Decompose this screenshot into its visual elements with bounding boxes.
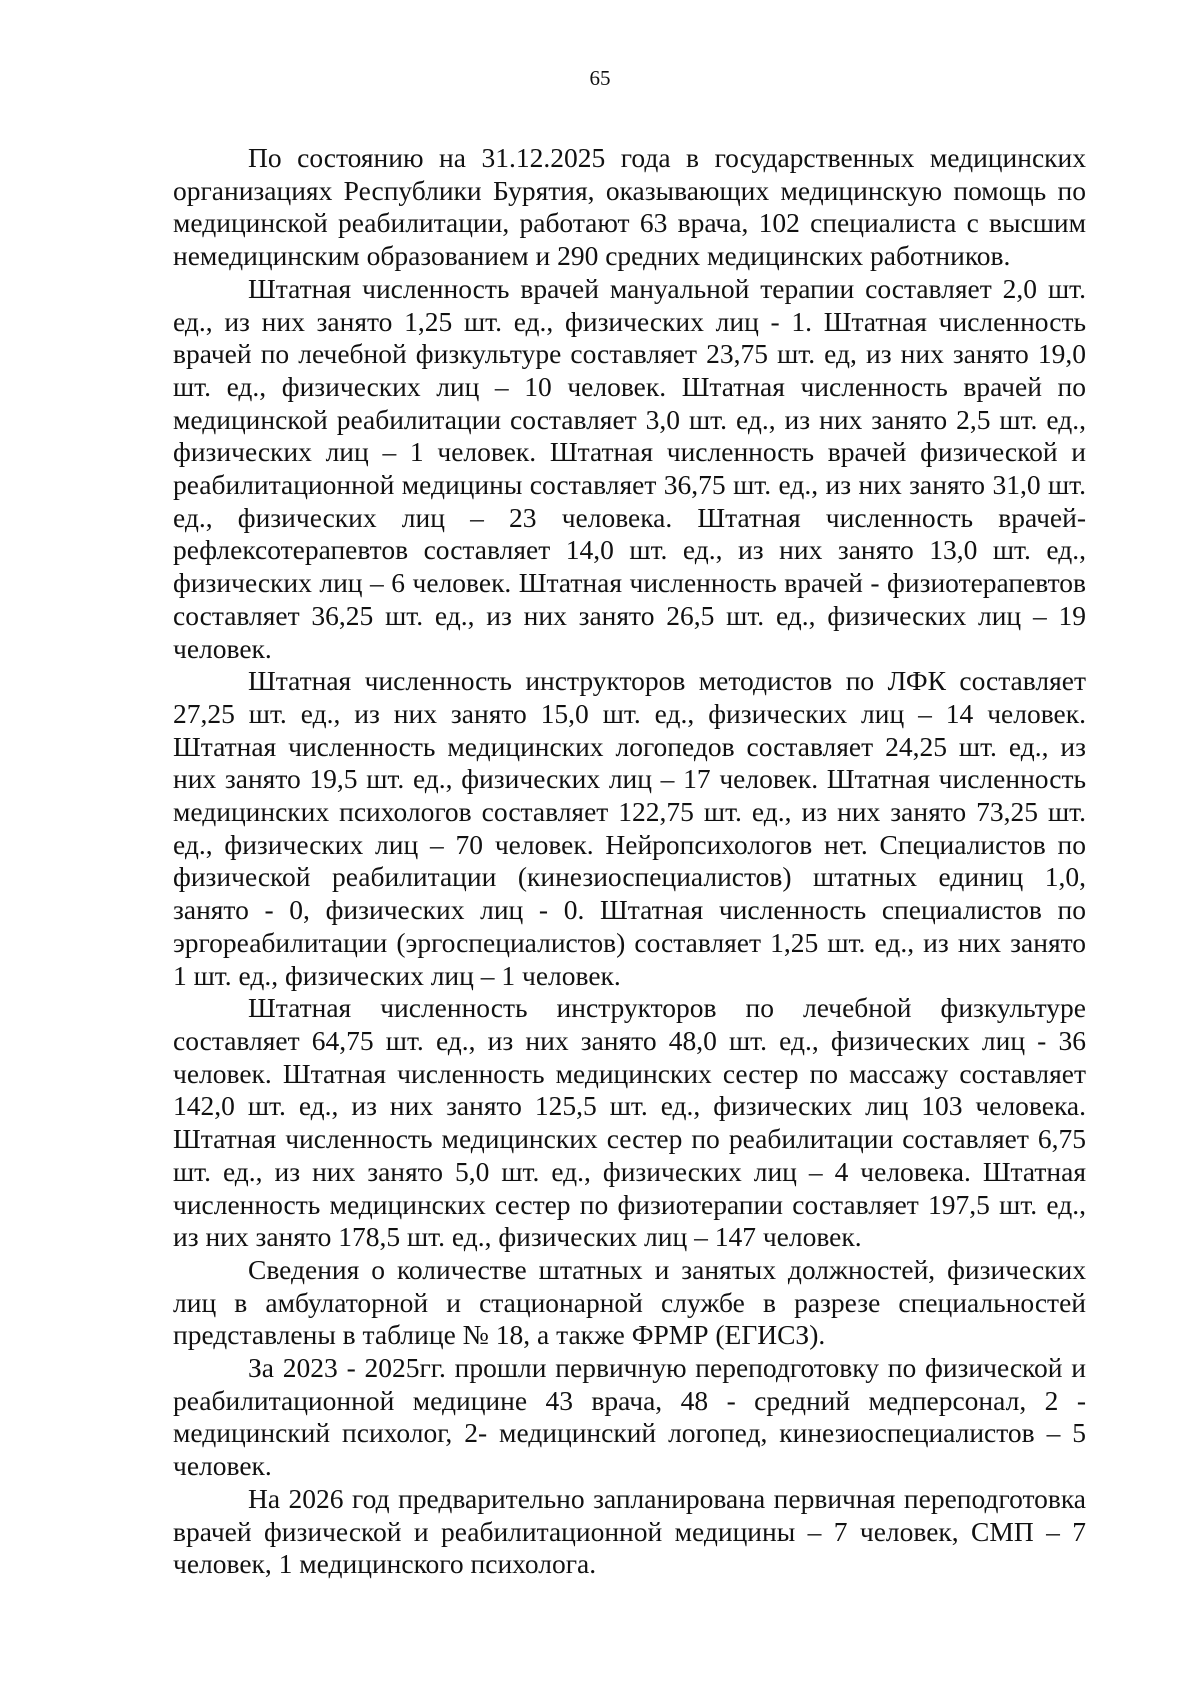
paragraph-nurses-staffing: Штатная численность инструкторов по лечебной физкультуре составляет 64,75 шт. ед., из них занято 48,0 шт. ед., физических лиц - 36 человек. Штатная численность медицинских сестер по массажу составляет 142,0 шт. ед., из них занято 125,5 шт. ед., физических лиц 103 человека. Штатная численность медицинских сестер по реабилитации составляет 6,75 шт. ед., из них занято 5,0 шт. ед., физических лиц – 4 человека. Штатная численность медицинских сестер по физиотерапии составляет 197,5 шт. ед., из них занято 178,5 шт. ед., физических лиц – 147 человек.	[173, 992, 1086, 1253]
paragraph-retraining-completed: За 2023 - 2025гг. прошли первичную переподготовку по физической и реабилитационной медицине 43 врача, 48 - средний медперсонал, 2 - медицинский психолог, 2- медицинский логопед, кинезиоспециалистов – 5 человек.	[173, 1352, 1086, 1482]
paragraph-staff-summary: По состоянию на 31.12.2025 года в государственных медицинских организациях Республики Бурятия, оказывающих медицинскую помощь по медицинской реабилитации, работают 63 врача, 102 специалиста с высшим немедицинским образованием и 290 средних медицинских работников.	[173, 142, 1086, 272]
paragraph-retraining-planned: На 2026 год предварительно запланирована первичная переподготовка врачей физической и реабилитационной медицины – 7 человек, СМП – 7 человек, 1 медицинского психолога.	[173, 1482, 1086, 1580]
page-number: 65	[589, 66, 611, 90]
paragraph-physicians-staffing: Штатная численность врачей мануальной терапии составляет 2,0 шт. ед., из них занято 1,25 шт. ед., физических лиц - 1. Штатная численность врачей по лечебной физкультуре составляет 23,75 шт. ед, из них занято 19,0 шт. ед., физических лиц – 10 человек. Штатная численность врачей по медицинской реабилитации составляет 3,0 шт. ед., из них занято 2,5 шт. ед., физических лиц – 1 человек. Штатная численность врачей физической и реабилитационной медицины составляет 36,75 шт. ед., из них занято 31,0 шт. ед., физических лиц – 23 человека. Штатная численность врачей-рефлексотерапевтов составляет 14,0 шт. ед., из них занято 13,0 шт. ед., физических лиц – 6 человек. Штатная численность врачей - физиотерапевтов составляет 36,25 шт. ед., из них занято 26,5 шт. ед., физических лиц – 19 человек.	[173, 272, 1086, 664]
body-text	[173, 142, 1086, 1581]
paragraph-specialists-staffing: Штатная численность инструкторов методистов по ЛФК составляет 27,25 шт. ед., из них занято 15,0 шт. ед., физических лиц – 14 человек. Штатная численность медицинских логопедов составляет 24,25 шт. ед., из них занято 19,5 шт. ед., физических лиц – 17 человек. Штатная численность медицинских психологов составляет 122,75 шт. ед., из них занято 73,25 шт. ед., физических лиц – 70 человек. Нейропсихологов нет. Специалистов по физической реабилитации (кинезиоспециалистов) штатных единиц 1,0, занято - 0, физических лиц - 0. Штатная численность специалистов по эргореабилитации (эргоспециалистов) составляет 1,25 шт. ед., из них занято 1 шт. ед., физических лиц – 1 человек.	[173, 665, 1086, 991]
paragraph-table-reference: Сведения о количестве штатных и занятых должностей, физических лиц в амбулаторной и стационарной службе в разрезе специальностей представлены в таблице № 18, а также ФРМР (ЕГИСЗ).	[173, 1253, 1086, 1351]
